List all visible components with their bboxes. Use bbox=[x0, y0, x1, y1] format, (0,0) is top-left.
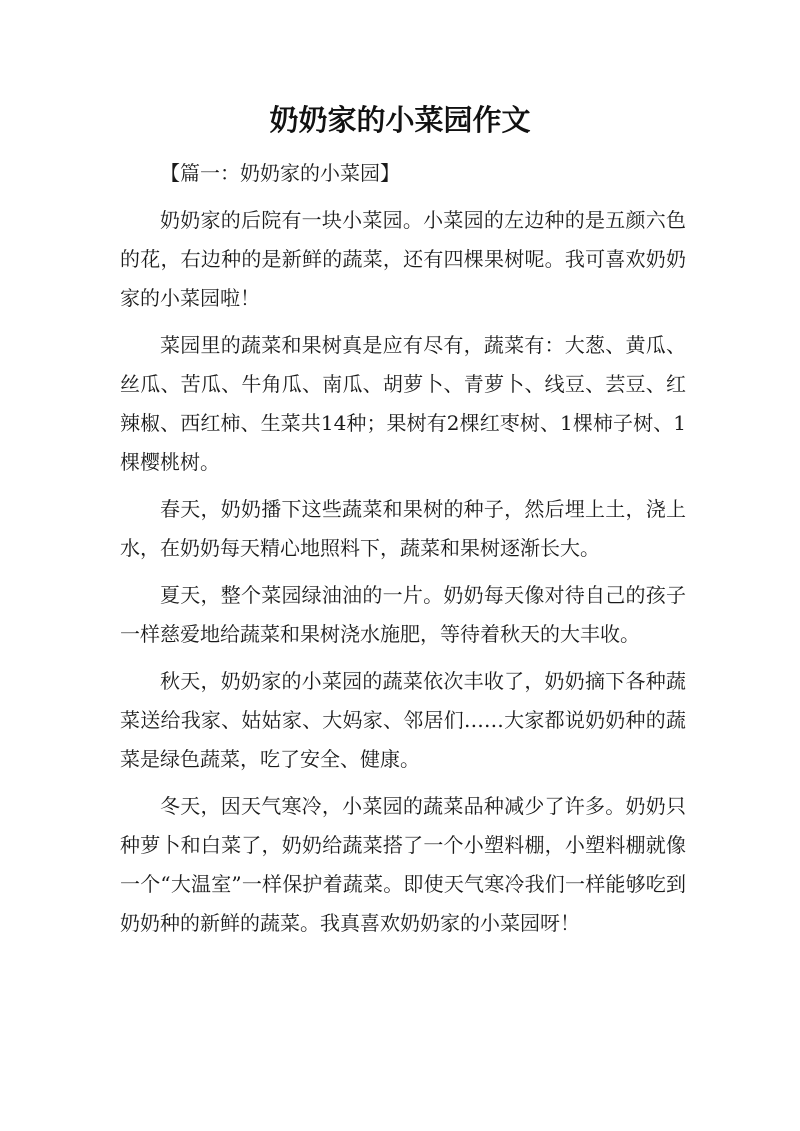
document-body bbox=[120, 154, 686, 951]
paragraph-5: 秋天，奶奶家的小菜园的蔬菜依次丰收了，奶奶摘下各种蔬菜送给我家、姑姑家、大妈家、邻居们……大家都说奶奶种的蔬菜是绿色蔬菜，吃了安全、健康。 bbox=[120, 669, 686, 771]
section-heading: 【篇一：奶奶家的小菜园】 bbox=[160, 161, 400, 185]
paragraph-1: 奶奶家的后院有一块小菜园。小菜园的左边种的是五颜六色的花，右边种的是新鲜的蔬菜，还有四棵果树呢。我可喜欢奶奶家的小菜园啦！ bbox=[120, 208, 686, 310]
document-title: 奶奶家的小菜园作文 bbox=[269, 103, 531, 137]
paragraph-4: 夏天，整个菜园绿油油的一片。奶奶每天像对待自己的孩子一样慈爱地给蔬菜和果树浇水施肥，等待着秋天的大丰收。 bbox=[120, 583, 686, 646]
paragraph-3: 春天，奶奶播下这些蔬菜和果树的种子，然后埋上土，浇上水，在奶奶每天精心地照料下，蔬菜和果树逐渐长大。 bbox=[120, 497, 686, 560]
paragraph-2: 菜园里的蔬菜和果树真是应有尽有，蔬菜有：大葱、黄瓜、丝瓜、苦瓜、牛角瓜、南瓜、胡萝卜、青萝卜、线豆、芸豆、红辣椒、西红柿、生菜共14种；果树有2棵红枣树、1棵柿子树、1棵樱桃树。 bbox=[120, 333, 686, 474]
paragraph-6: 冬天，因天气寒冷，小菜园的蔬菜品种减少了许多。奶奶只种萝卜和白菜了，奶奶给蔬菜搭了一个小塑料棚，小塑料棚就像一个“大温室”一样保护着蔬菜。即使天气寒冷我们一样能够吃到奶奶种的新鲜的蔬菜。我真喜欢奶奶家的小菜园呀！ bbox=[120, 794, 686, 935]
